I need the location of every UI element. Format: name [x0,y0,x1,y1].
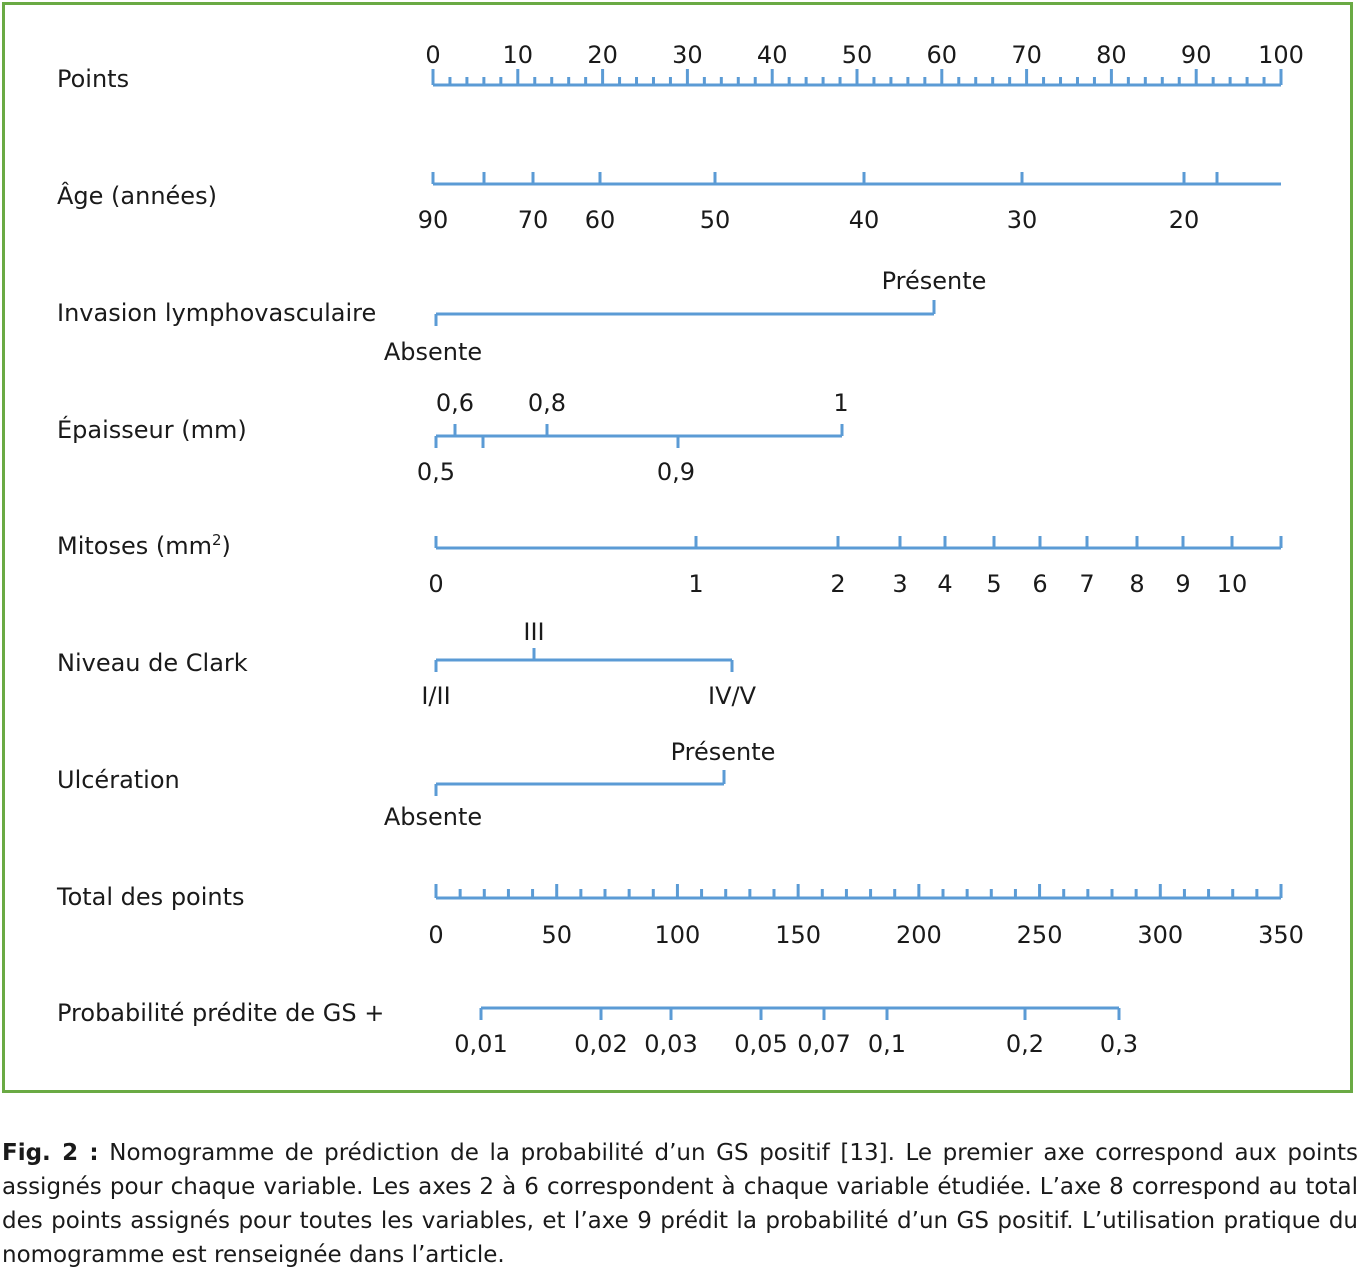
tick-label-age: 90 [417,206,449,234]
tick-label-age: 70 [517,206,549,234]
tick-label-thickness: 0,8 [527,389,567,417]
tick-label-points: 30 [672,41,703,69]
axis-title-points: Points [57,65,130,93]
tick-label-total: 50 [541,921,572,949]
tick-label-points: 70 [1011,41,1042,69]
tick-label-mitoses: 1 [688,570,704,598]
axis-title-ulceration: Ulcération [57,766,180,794]
tick-label-mitoses: 2 [830,570,846,598]
tick-label-clark: IV/V [708,682,756,710]
tick-label-points: 10 [502,41,534,69]
tick-label-prob: 0,07 [797,1030,851,1058]
tick-label-mitoses: 5 [986,570,1002,598]
tick-label-age: 60 [584,206,616,234]
tick-label-ulceration: Présente [670,738,776,766]
tick-label-points: 90 [1180,41,1212,69]
tick-label-points: 60 [926,41,958,69]
tick-label-prob: 0,03 [644,1030,698,1058]
caption-label: Fig. 2 : [2,1140,99,1166]
tick-label-prob: 0,02 [574,1030,628,1058]
tick-label-prob: 0,05 [734,1030,788,1058]
tick-label-points: 20 [587,41,618,69]
tick-label-thickness: 1 [833,389,849,417]
tick-label-prob: 0,2 [1005,1030,1045,1058]
tick-label-mitoses: 3 [892,570,908,598]
tick-label-thickness: 0,5 [416,458,456,486]
tick-label-age: 20 [1168,206,1200,234]
tick-label-points: 80 [1096,41,1127,69]
tick-label-age: 40 [848,206,880,234]
axis-title-clark: Niveau de Clark [57,649,248,677]
tick-label-points: 0 [425,41,441,69]
tick-label-total: 300 [1137,921,1184,949]
tick-label-total: 100 [654,921,701,949]
tick-label-thickness: 0,6 [435,389,475,417]
tick-label-prob: 0,01 [454,1030,508,1058]
tick-label-mitoses: 9 [1175,570,1191,598]
tick-label-points: 50 [841,41,873,69]
tick-label-total: 350 [1258,921,1304,949]
tick-label-ulceration: Absente [383,803,483,831]
tick-label-age: 30 [1006,206,1038,234]
axis-title-mitoses: Mitoses $(mm^2)$ [57,531,231,560]
tick-label-mitoses: 7 [1079,570,1095,598]
figure-caption [2,1136,1358,1272]
tick-label-mitoses: 10 [1216,570,1248,598]
tick-label-thickness: 0,9 [656,458,696,486]
axis-title-total: Total des points [57,883,245,911]
tick-label-total: 200 [895,921,942,949]
tick-label-points: 40 [756,41,788,69]
tick-label-mitoses: 4 [937,570,953,598]
tick-label-total: 0 [428,921,444,949]
tick-label-total: 250 [1016,921,1063,949]
axis-title-prob: Probabilité prédite de GS + [57,999,385,1027]
tick-label-lvi: Absente [383,338,483,366]
tick-label-clark: I/II [421,682,451,710]
axis-title-lvi: Invasion lymphovasculaire [57,299,377,327]
tick-label-mitoses: 8 [1129,570,1145,598]
tick-label-lvi: Présente [881,267,987,295]
axis-title-age: Âge (années) [57,182,217,210]
tick-label-prob: 0,1 [867,1030,907,1058]
tick-label-prob: 0,3 [1099,1030,1139,1058]
tick-label-age: 50 [699,206,731,234]
axis-title-thickness: Épaisseur (mm) [57,416,247,444]
tick-label-mitoses: 0 [428,570,444,598]
tick-label-points: 100 [1258,41,1304,69]
caption-text: Nomogramme de prédiction de la probabilité d’un GS positif [13]. Le premier axe correspond aux points assignés pour chaque variable. Les axes 2 à 6 correspondent à chaque variable étudiée. L’axe 8 correspond au total des points assignés pour toutes les variables, et l’axe 9 prédit la probabilité d’un GS positif. L’utilisation pratique du nomogramme est renseignée dans l’article. [2,1140,1359,1268]
tick-label-total: 150 [775,921,822,949]
tick-label-mitoses: 6 [1032,570,1048,598]
tick-label-clark: III [523,618,545,646]
